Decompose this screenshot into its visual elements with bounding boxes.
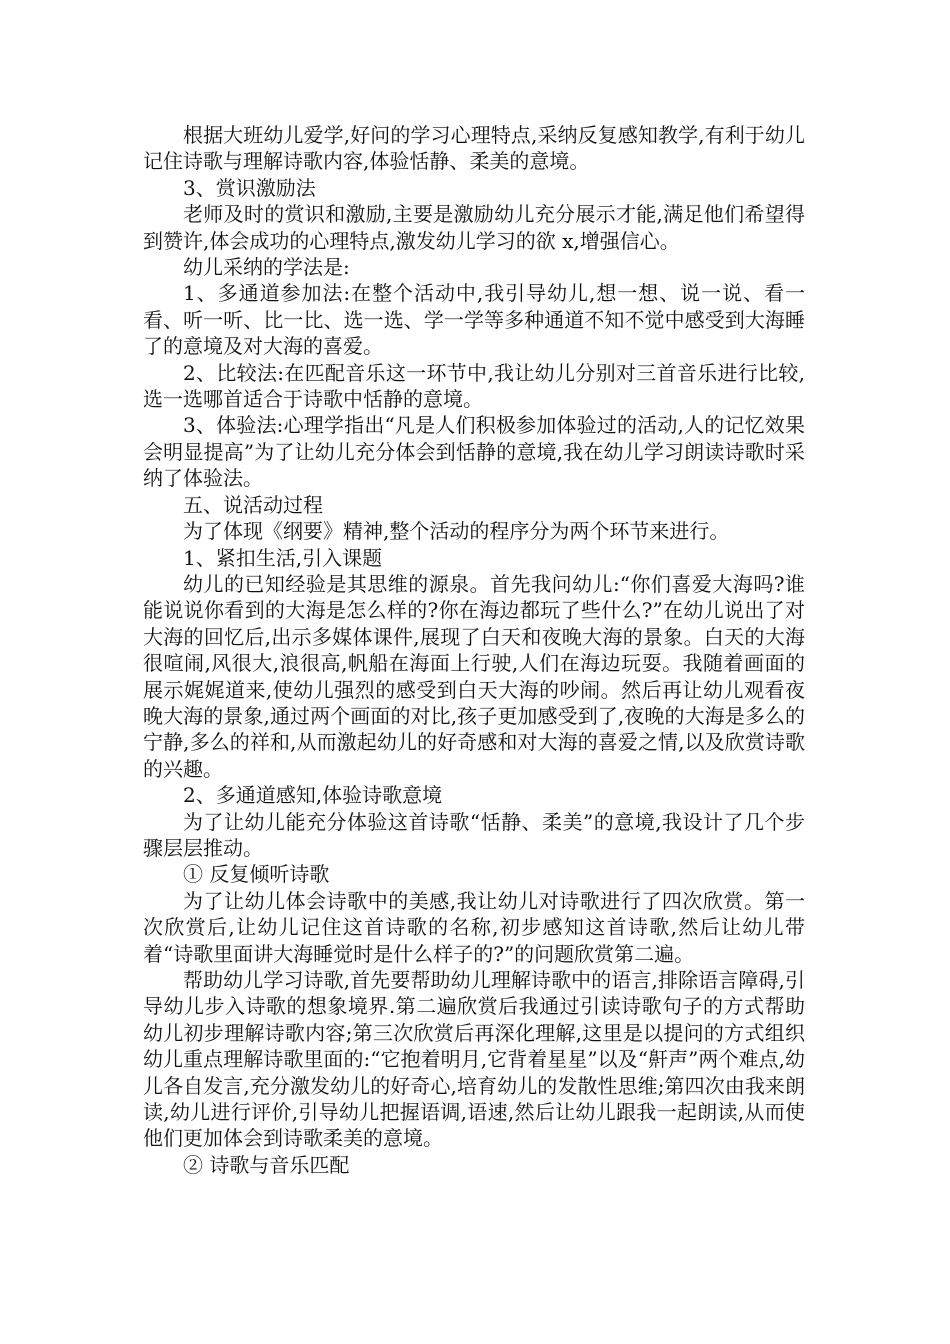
heading-activity-process: 五、说活动过程 [183, 492, 323, 517]
paragraph-multichannel: 1、多通道参加法:在整个活动中,我引导幼儿,想一想、说一说、看一看、听一听、比一比、选一选、学一学等多种通道不知不觉中感受到大海睡了的意境及对大海的喜爱。 [143, 281, 805, 359]
paragraph-outline: 为了体现《纲要》精神,整个活动的程序分为两个环节来进行。 [183, 519, 730, 544]
heading-praise-method: 3、赏识激励法 [183, 175, 316, 200]
paragraph-understand: 帮助幼儿学习诗歌,首先要帮助幼儿理解诗歌中的语言,排除语言障碍,引导幼儿步入诗歌的想象境界.第二遍欣赏后我通过引读诗歌句子的方式帮助幼儿初步理解诗歌内容;第三次欣赏后再深化理解,这里是以提问的方式组织幼儿重点理解诗歌里面的:“它抱着明月,它背着星星”以及“鼾声”两个难点,幼儿各自发言,充分激发幼儿的好奇心,培育幼儿的发散性思维;第四次由我来朗读,幼儿进行评价,引导幼儿把握语调,语速,然后让幼儿跟我一起朗读,从而使他们更加体会到诗歌柔美的意境。 [143, 968, 805, 1151]
paragraph-listen: 为了让幼儿体会诗歌中的美感,我让幼儿对诗歌进行了四次欣赏。第一次欣赏后,让幼儿记住这首诗歌的名称,初步感知这首诗歌,然后让幼儿带着“诗歌里面讲大海睡觉时是什么样子的?”的问题欣赏第二遍。 [143, 888, 805, 966]
paragraph-step-1: 幼儿的已知经验是其思维的源泉。首先我问幼儿:“你们喜爱大海吗?谁能说说你看到的大海是怎么样的?你在海边都玩了些什么?”在幼儿说出了对大海的回忆后,出示多媒体课件,展现了白天和夜晚大海的景象。白天的大海很喧闹,风很大,浪很高,帆船在海面上行驶,人们在海边玩耍。我随着画面的展示娓娓道来,使幼儿强烈的感受到白天大海的吵闹。然后再让幼儿观看夜晚大海的景象,通过两个画面的对比,孩子更加感受到了,夜晚的大海是多么的宁静,多么的祥和,从而激起幼儿的好奇感和对大海的喜爱之情,以及欣赏诗歌的兴趣。 [143, 571, 805, 781]
heading-music-match: ② 诗歌与音乐匹配 [183, 1152, 350, 1177]
paragraph-step-2: 为了让幼儿能充分体验这首诗歌“恬静、柔美”的意境,我设计了几个步骤层层推动。 [143, 809, 805, 860]
heading-listen: ① 反复倾听诗歌 [183, 862, 330, 887]
document-body [143, 122, 805, 1178]
paragraph-comparison: 2、比较法:在匹配音乐这一环节中,我让幼儿分别对三首音乐进行比较,选一选哪首适合于诗歌中恬静的意境。 [143, 360, 805, 412]
paragraph-experience: 3、体验法:心理学指出“凡是人们积极参加体验过的活动,人的记忆效果会明显提高”为了让幼儿充分体会到恬静的意境,我在幼儿学习朗读诗歌时采纳了体验法。 [143, 413, 805, 491]
heading-step-1: 1、紧扣生活,引入课题 [183, 545, 383, 570]
paragraph-praise: 老师及时的赏识和激励,主要是激励幼儿充分展示才能,满足他们希望得到赞许,体会成功的心理特点,激发幼儿学习的欲 x,增强信心。 [143, 202, 805, 253]
paragraph-intro: 根据大班幼儿爱学,好问的学习心理特点,采纳反复感知教学,有利于幼儿记住诗歌与理解诗歌内容,体验恬静、柔美的意境。 [143, 123, 805, 174]
heading-step-2: 2、多通道感知,体验诗歌意境 [183, 783, 443, 808]
paragraph-learning-methods: 幼儿采纳的学法是: [183, 255, 350, 280]
